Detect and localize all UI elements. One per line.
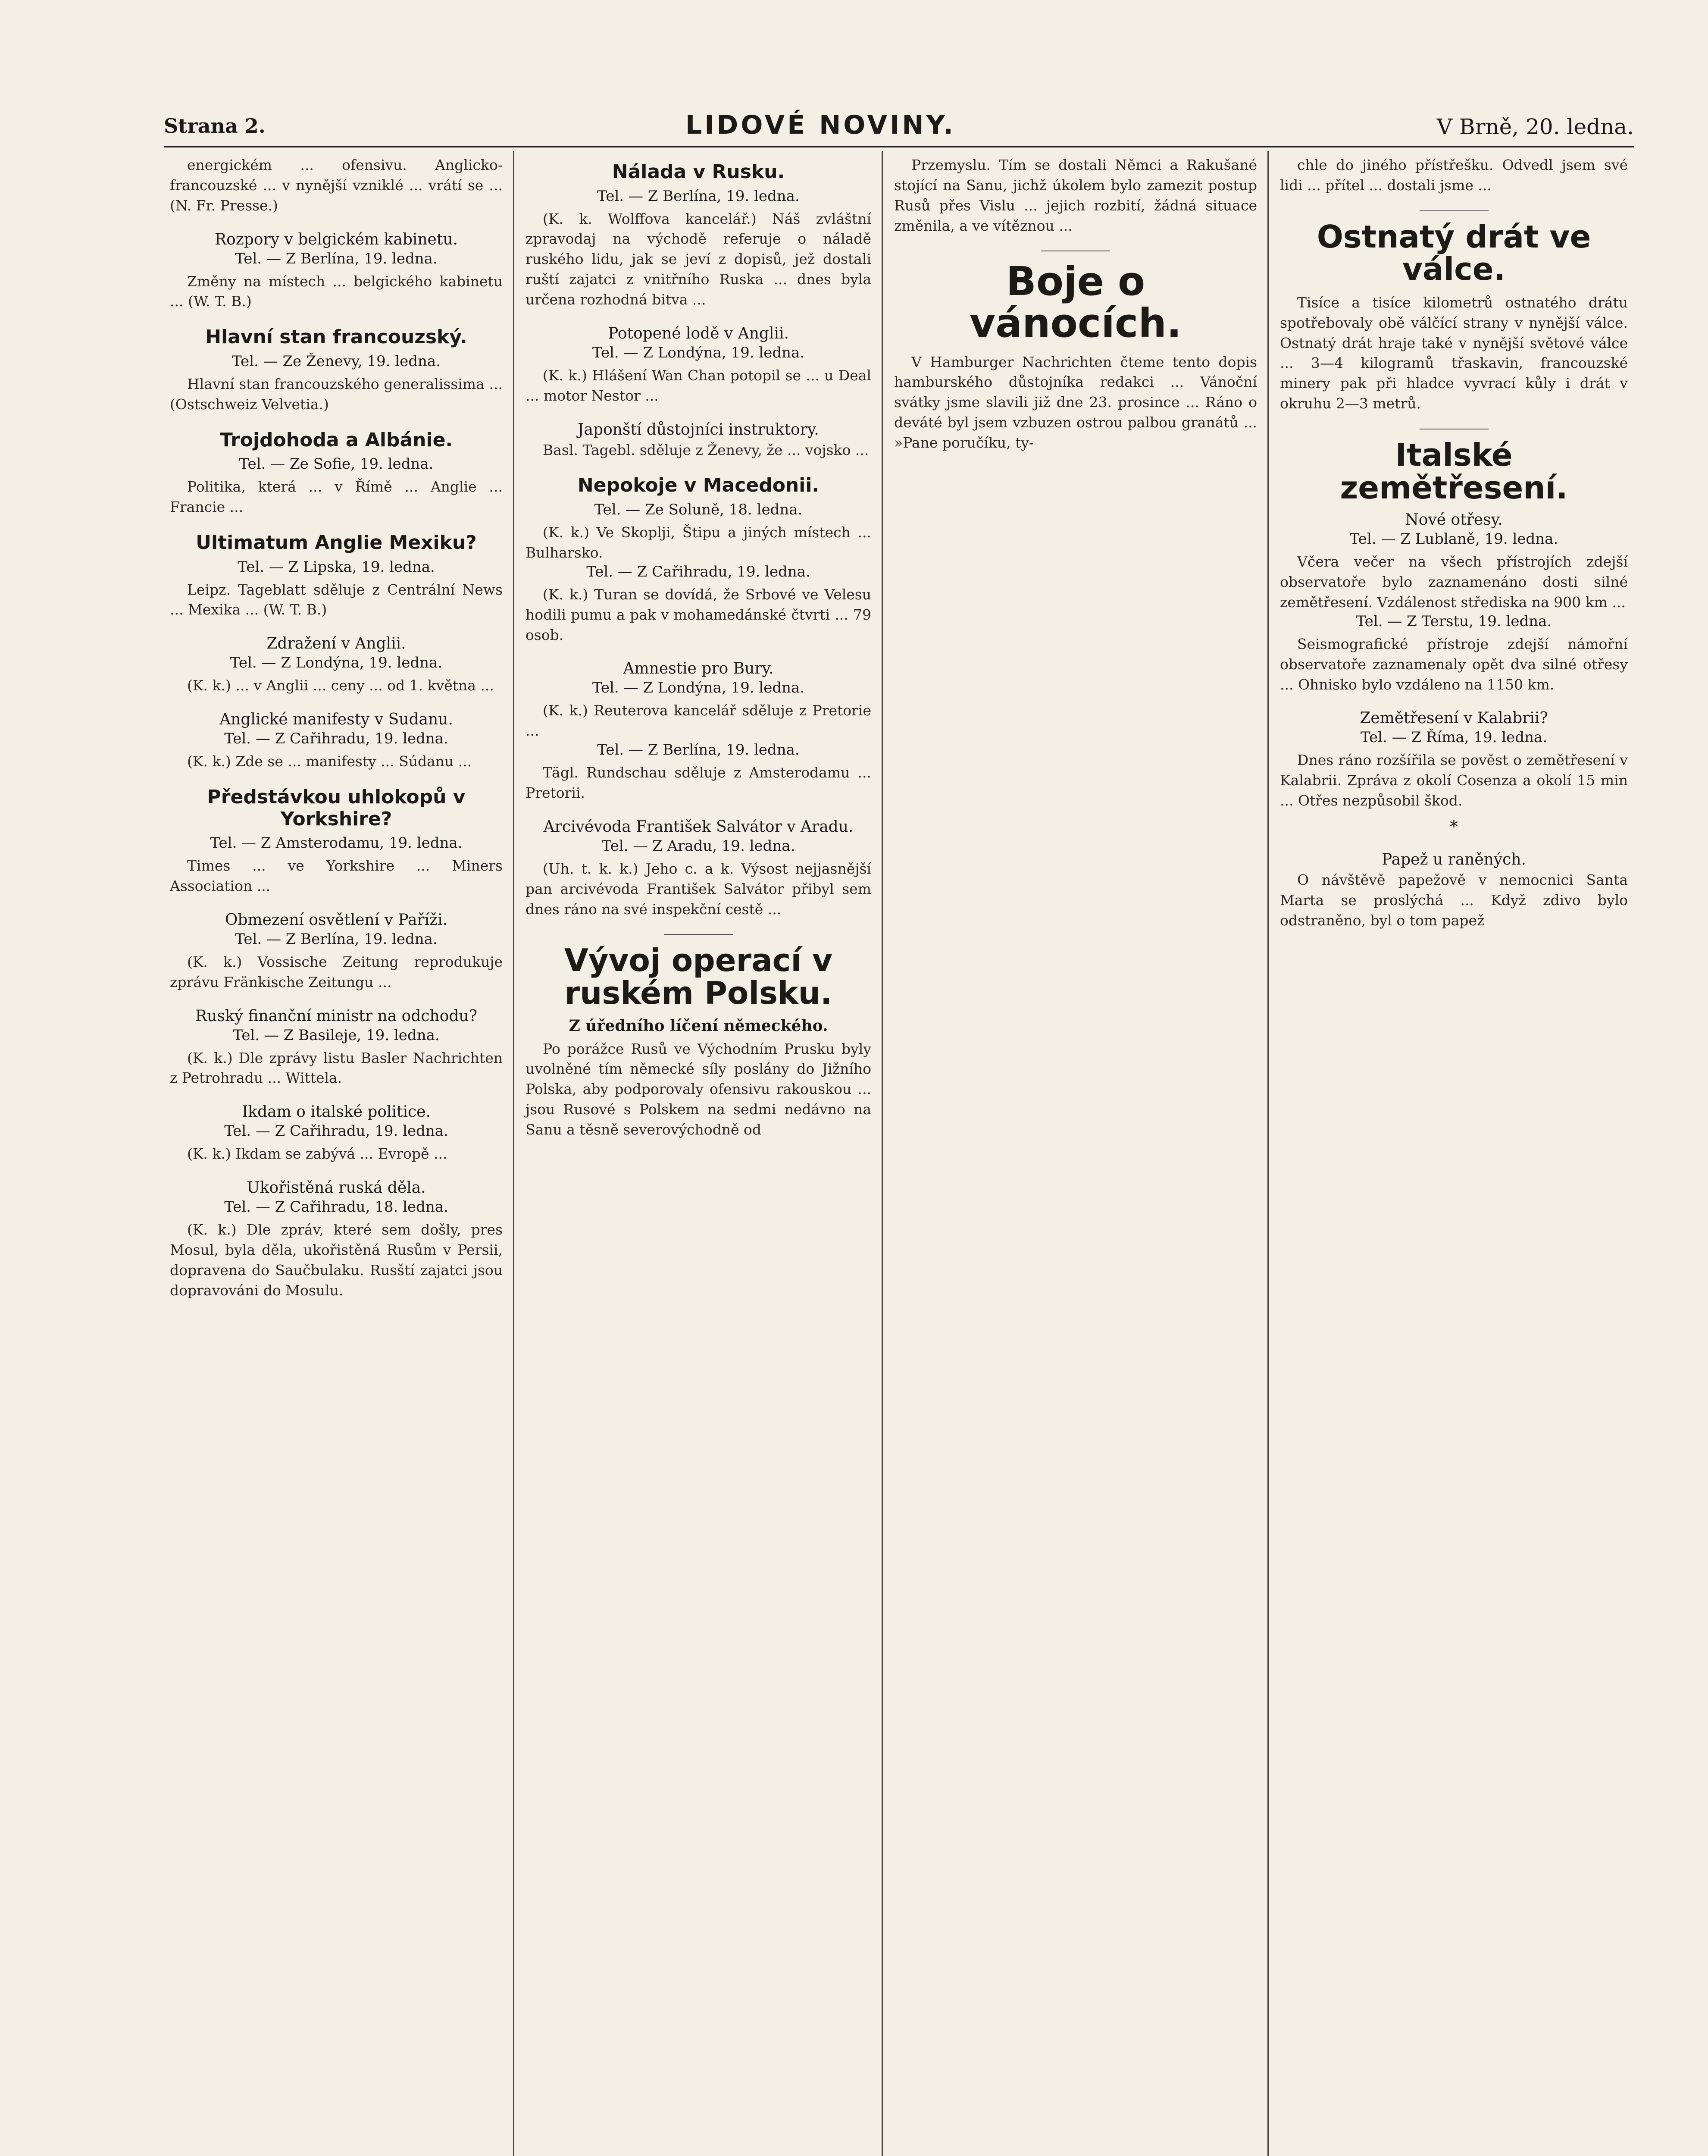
article-dateline: Tel. — Z Cařihradu, 19. ledna.: [224, 730, 448, 748]
issue-date: V Brně, 20. ledna.: [1436, 114, 1634, 139]
separator: [1420, 210, 1489, 211]
article-dateline: Tel. — Z Cařihradu, 19. ledna.: [586, 563, 810, 580]
article-dateline: Tel. — Z Terstu, 19. ledna.: [1356, 612, 1552, 630]
column-divider: [882, 151, 883, 2156]
article-calabria: [1280, 709, 1628, 836]
article-paris-lighting: [170, 911, 503, 993]
article-title: Trojdohoda a Albánie.: [219, 429, 453, 451]
article-dateline: Tel. — Z Berlína, 19. ledna.: [235, 930, 438, 948]
article-text: energickém ... ofensivu. Anglicko-francouzské ... v nynější vzniklé ... vrátí se ... (N. Fr. Presse.): [170, 157, 503, 214]
article-macedonia: [526, 475, 871, 645]
article-text: (K. k. Wolffova kancelář.) Náš zvláštní zpravodaj na východě referuje o náladě ruského lidu, jak se jeví z dopisů, jež dostali ruští zajatci z vnitřního Ruska ... dnes byla určena rozhodná bitva ...: [526, 210, 871, 308]
article-title: Anglické manifesty v Sudanu.: [219, 711, 453, 729]
article-dateline: Tel. — Ze Soluně, 18. ledna.: [594, 501, 803, 519]
column-divider: [513, 151, 514, 2156]
article-albania: [170, 429, 503, 517]
article-pope-wounded: [1280, 851, 1628, 931]
asterisk-separator: *: [1450, 817, 1458, 836]
newspaper-name: LIDOVÉ NOVINY.: [685, 110, 956, 140]
article-text: (K. k.) Ikdam se zabývá ... Evropě ...: [187, 1145, 447, 1163]
article-sudan: [170, 711, 503, 772]
article-title: Ultimatum Anglie Mexiku?: [196, 531, 477, 554]
article-title: Nepokoje v Macedonii.: [577, 474, 820, 497]
article-title: Rozpory v belgickém kabinetu.: [215, 230, 458, 248]
article-title: Zemětřesení v Kalabrii?: [1360, 709, 1548, 727]
article-dateline: Tel. — Z Lipska, 19. ledna.: [238, 558, 435, 576]
article-text: (K. k.) Reuterova kancelář sděluje z Pretorie ...: [526, 702, 871, 740]
article-captured-guns: [170, 1179, 503, 1300]
article-christmas-continued: [1280, 155, 1628, 196]
separator: [664, 934, 733, 935]
article-dateline: Tel. — Z Londýna, 19. ledna.: [230, 654, 443, 672]
article-christmas-battles: [894, 258, 1257, 453]
article-dateline: Tel. — Z Cařihradu, 19. ledna.: [224, 1122, 448, 1140]
article-text: O návštěvě papežově v nemocnici Santa Marta se proslýchá ... Když zdivo bylo odstraněno, byl o tom papež: [1280, 871, 1628, 929]
article-text: (K. k.) Dle zprávy listu Basler Nachrichten z Petrohradu ... Wittela.: [170, 1049, 503, 1087]
article-text: Změny na místech ... belgického kabinetu ... (W. T. B.): [170, 273, 503, 310]
article-belgian-cabinet: [170, 231, 503, 312]
column-divider: [1267, 151, 1269, 2156]
article-text: chle do jiného přístřešku. Odvedl jsem své lidi ... přítel ... dostali jsme ...: [1280, 157, 1628, 194]
article-dateline: Tel. — Z Berlína, 19. ledna.: [235, 250, 438, 267]
article-england-prices: [170, 635, 503, 696]
article-barbed-wire: [1280, 218, 1628, 414]
article-title: Předstávkou uhlokopů v Yorkshire?: [207, 786, 466, 830]
article-text: Dnes ráno rozšířila se pověst o zemětřesení v Kalabrii. Zpráva z okolí Cosenza a okolí 15 min ... Otřes nezpůsobil škod.: [1280, 752, 1628, 809]
article-russia-mood: [526, 161, 871, 310]
article-text: V Hamburger Nachrichten čteme tento dopis hamburského důstojníka redakci ... Vánoční svátky jsme slavili již dne 23. prosince ... Ráno o deváté byl jsem vzbuzen ostrou palbou granátů ... »Pane poručíku, ty-: [894, 353, 1257, 451]
article-title: Ostnatý drát ve válce.: [1317, 218, 1591, 288]
article-text: (K. k.) Vossische Zeitung reprodukuje zprávu Fränkische Zeitungu ...: [170, 953, 503, 990]
article-text: (K. k.) Hlášení Wan Chan potopil se ... u Deal ... motor Nestor ...: [526, 367, 871, 404]
article-text: (K. k.) Zde se ... manifesty ... Súdanu ...: [187, 753, 472, 770]
masthead-rule: [164, 146, 1634, 147]
article-operations-continued: [894, 155, 1257, 236]
column-2: [519, 155, 877, 2156]
article-text: (K. k.) Turan se dovídá, že Srbové ve Velesu hodili pumu a pak v mohamedánské čtvrti ... 79 osob.: [526, 586, 871, 643]
column-1: [164, 155, 509, 2156]
article-title: Ikdam o italské politice.: [242, 1103, 431, 1121]
article-text: (K. k.) Ve Skoplji, Štipu a jiných místech ... Bulharsko.: [526, 524, 871, 561]
article-text: Tägl. Rundschau sděluje z Amsterodamu ... Pretorii.: [526, 764, 871, 801]
article-archduke-arad: [526, 818, 871, 920]
article-text: Hlavní stan francouzského generalissima ... (Ostschweiz Velvetia.): [170, 375, 503, 413]
article-dateline: Tel. — Z Londýna, 19. ledna.: [592, 679, 805, 697]
article-lead: [170, 155, 503, 216]
article-title: Hlavní stan francouzský.: [205, 326, 467, 348]
article-text: Leipz. Tageblatt sděluje z Centrální News ... Mexika ... (W. T. B.): [170, 581, 503, 618]
article-title: Ruský finanční ministr na odchodu?: [195, 1007, 477, 1025]
article-dateline: Tel. — Z Lublaně, 19. ledna.: [1349, 530, 1558, 548]
page-number: Strana 2.: [164, 114, 266, 138]
article-title: Amnestie pro Bury.: [623, 660, 774, 678]
article-french-hq: [170, 326, 503, 414]
article-text: Po porážce Rusů ve Východním Prusku byly uvolněné tím německé síly poslány do Jižního Polska, aby podporovaly ofensivu rakouskou ... jsou Rusové s Polskem na sedmi nedávno na Sanu a těsně severovýchodně od: [526, 1040, 871, 1138]
article-subtitle: Nové otřesy.: [1405, 511, 1503, 529]
article-title: Vývoj operací v ruském Polsku.: [564, 942, 833, 1011]
article-dateline: Tel. — Ze Sofie, 19. ledna.: [239, 455, 434, 473]
article-dateline: Tel. — Z Cařihradu, 18. ledna.: [224, 1198, 448, 1216]
article-yorkshire: [170, 787, 503, 896]
article-italian-earthquake: [1280, 439, 1628, 695]
article-text: Tisíce a tisíce kilometrů ostnatého drátu spotřebovaly obě válčící strany v nynější válce. Ostnatý drát hraje také v nynější světové válce ... 3—4 kilogramů třaskavin, francouzské minery pak při hladce vyvrací kůly i drát v okruhu 2—3 metrů.: [1280, 294, 1628, 412]
article-title: Ukořistěná ruská děla.: [247, 1179, 426, 1197]
article-title: Italské zemětřesení.: [1340, 437, 1568, 506]
article-text: Przemyslu. Tím se dostali Němci a Rakušané stojící na Sanu, jichž úkolem bylo zamezit postup Rusů přes Vislu ... jejich rozbití, žádná situace změnila, a ve vítěznou ...: [894, 157, 1257, 234]
article-dateline: Tel. — Z Aradu, 19. ledna.: [601, 837, 795, 855]
article-dateline: Tel. — Z Amsterodamu, 19. ledna.: [210, 834, 463, 852]
article-title: Japonští důstojníci instruktory.: [578, 420, 819, 439]
article-text: Politika, která ... v Římě ... Anglie ... Francie ...: [170, 478, 503, 516]
article-text: Včera večer na všech přístrojích zdejší observatoře bylo zaznamenáno dosti silné zemětřesení. Vzdálenost střediska na 900 km ...: [1280, 553, 1628, 611]
article-boers-amnesty: [526, 660, 871, 803]
article-text: (Uh. t. k. k.) Jeho c. a k. Výsost nejjasnější pan arcivévoda František Salvátor přibyl sem dnes ráno na své inspekční cestě ...: [526, 860, 871, 918]
article-text: Times ... ve Yorkshire ... Miners Association ...: [170, 857, 503, 894]
article-text: Seismografické přístroje zdejší námořní observatoře zaznamenaly opět dva silné otřesy ... Ohnisko bylo vzdáleno na 1150 km.: [1280, 635, 1628, 693]
article-title: Arcivévoda František Salvátor v Aradu.: [543, 818, 854, 836]
article-text: Basl. Tagebl. sděluje z Ženevy, že ... vojsko ...: [543, 441, 869, 458]
article-dateline: Tel. — Z Berlína, 19. ledna.: [597, 187, 800, 205]
article-title: Boje o vánocích.: [970, 258, 1182, 347]
masthead: [164, 110, 1634, 144]
article-dateline: Tel. — Z Berlína, 19. ledna.: [597, 741, 800, 759]
article-ikdam: [170, 1103, 503, 1164]
article-title: Obmezení osvětlení v Paříži.: [225, 911, 448, 929]
article-dateline: Tel. — Z Londýna, 19. ledna.: [592, 344, 805, 361]
article-japanese-officers: [526, 421, 871, 461]
article-title: Potopené lodě v Anglii.: [608, 324, 789, 342]
article-title: Zdražení v Anglii.: [266, 635, 406, 653]
article-title: Nálada v Rusku.: [612, 161, 785, 183]
article-text: (K. k.) Dle zpráv, které sem došly, pres Mosul, byla děla, ukořistěná Rusům v Persii, dopravena do Saučbulaku. Rusští zajatci jsou dopravováni do Mosulu.: [170, 1221, 503, 1299]
article-subtitle: Z úředního líčení německého.: [569, 1016, 828, 1035]
article-sunk-ships: [526, 325, 871, 406]
column-4: [1274, 155, 1634, 2156]
article-dateline: Tel. — Z Basileje, 19. ledna.: [233, 1026, 440, 1044]
article-operations-poland: [526, 944, 871, 1140]
article-text: (K. k.) ... v Anglii ... ceny ... od 1. května ...: [187, 677, 494, 694]
article-dateline: Tel. — Ze Ženevy, 19. ledna.: [232, 352, 441, 370]
article-finance-minister: [170, 1007, 503, 1089]
article-title: Papež u raněných.: [1382, 850, 1526, 868]
article-mexico: [170, 532, 503, 620]
article-dateline: Tel. — Z Říma, 19. ledna.: [1360, 729, 1548, 746]
column-3: [888, 155, 1263, 2156]
